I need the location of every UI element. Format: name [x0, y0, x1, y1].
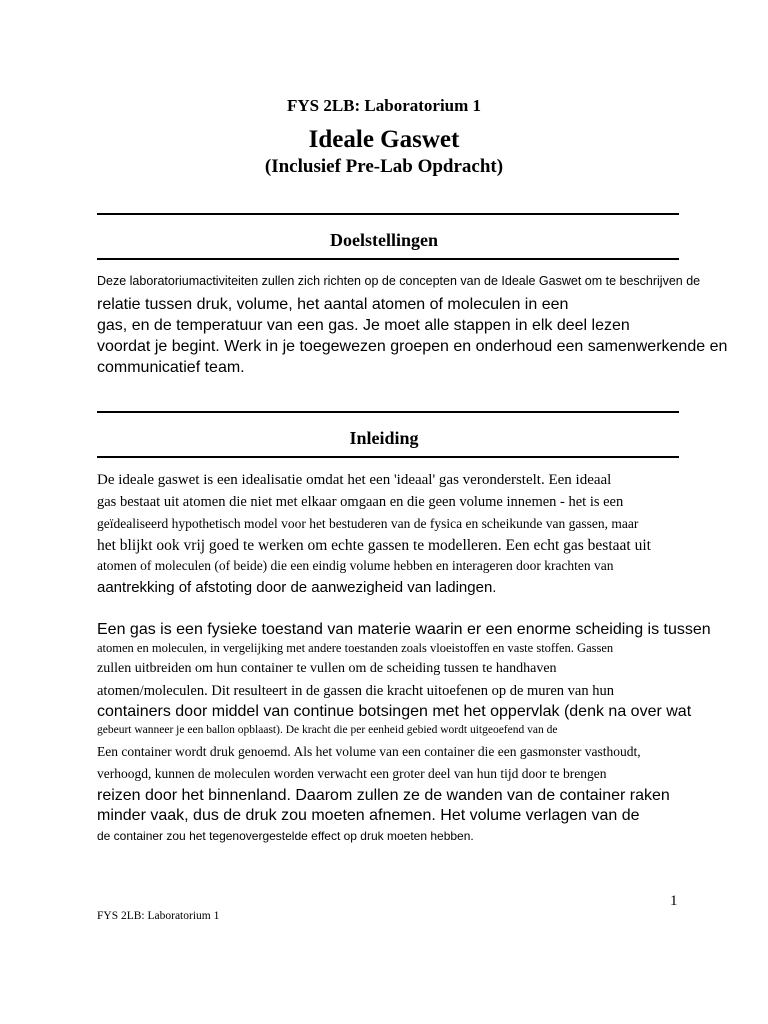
section-rule-top [97, 213, 679, 215]
text-line: aantrekking of afstoting door de aanwezigheid van ladingen. [97, 579, 497, 596]
text-line: zullen uitbreiden om hun container te vullen om de scheiding tussen te handhaven [97, 661, 557, 676]
text-line: Een gas is een fysieke toestand van materie waarin er een enorme scheiding is tussen [97, 621, 711, 638]
text-line: Een container wordt druk genoemd. Als het volume van een container die een gasmonster vasthoudt, [97, 744, 641, 759]
text-line: De ideale gaswet is een idealisatie omdat het een 'ideaal' gas veronderstelt. Een ideaal [97, 472, 612, 488]
text-line: atomen/moleculen. Dit resulteert in de gassen die kracht uitoefenen op de muren van hun [97, 683, 614, 699]
text-line: de container zou het tegenovergestelde effect op druk moeten hebben. [97, 829, 474, 843]
text-line: communicatief team. [97, 359, 245, 376]
document-subtitle: (Inclusief Pre-Lab Opdracht) [264, 156, 504, 177]
text-line: containers door middel van continue botsingen met het oppervlak (denk na over wat [97, 703, 692, 720]
text-line: Deze laboratoriumactiviteiten zullen zich richten op de concepten van de Ideale Gaswet om te beschrijven de [97, 274, 701, 288]
section-rule-bottom [97, 456, 679, 458]
text-line: gebeurt wanneer je een ballon opblaast). De kracht die per eenheid gebied wordt uitgeoefend van de [97, 724, 558, 736]
text-line: geïdealiseerd hypothetisch model voor het bestuderen van de fysica en scheikunde van gassen, maar [97, 516, 639, 531]
section-rule-top [97, 411, 679, 413]
text-line: atomen en moleculen, in vergelijking met andere toestanden zoals vloeistoffen en vaste stoffen. Gassen [97, 641, 614, 655]
text-line: relatie tussen druk, volume, het aantal atomen of moleculen in een [97, 296, 569, 313]
text-line: voordat je begint. Werk in je toegewezen groepen en onderhoud een samenwerkende en [97, 338, 728, 355]
text-line: gas, en de temperatuur van een gas. Je moet alle stappen in elk deel lezen [97, 317, 630, 334]
page-number: 1 [670, 893, 678, 909]
text-line: verhoogd, kunnen de moleculen worden verwacht een groter deel van hun tijd door te brengen [97, 766, 607, 781]
text-line: reizen door het binnenland. Daarom zullen ze de wanden van de container raken [97, 787, 670, 804]
footer-course: FYS 2LB: Laboratorium 1 [97, 910, 220, 922]
section-rule-bottom [97, 258, 679, 260]
text-line: gas bestaat uit atomen die niet met elkaar omgaan en die geen volume innemen - het is een [97, 494, 624, 510]
text-line: het blijkt ook vrij goed te werken om echte gassen te modelleren. Een echt gas bestaat uit [97, 537, 651, 554]
course-header: FYS 2LB: Laboratorium 1 [286, 96, 482, 115]
section-title-intro: Inleiding [349, 428, 419, 448]
text-line: minder vaak, dus de druk zou moeten afnemen. Het volume verlagen van de [97, 807, 640, 824]
text-line: atomen of moleculen (of beide) die een eindig volume hebben en interageren door krachten van [97, 558, 614, 573]
section-title-goals: Doelstellingen [330, 230, 438, 250]
document-title: Ideale Gaswet [308, 126, 460, 153]
